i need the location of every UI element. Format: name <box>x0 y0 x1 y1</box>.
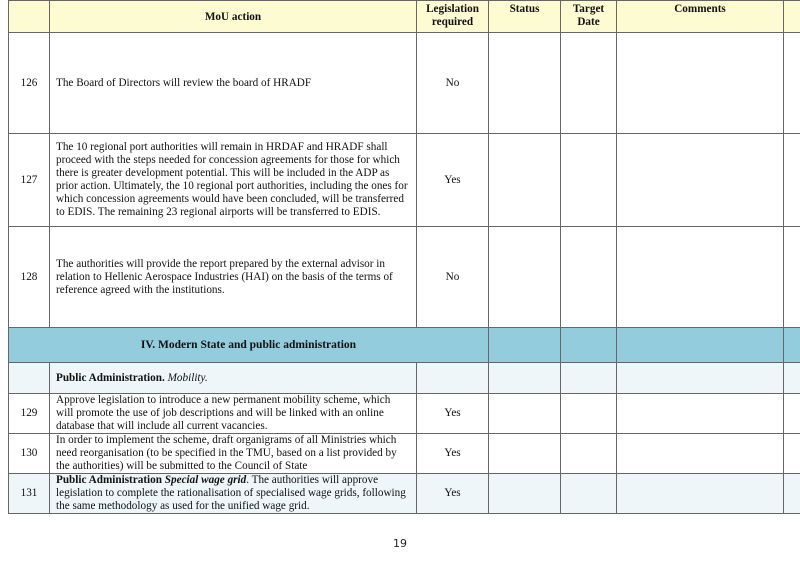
section-row <box>9 328 800 363</box>
row-target-date <box>561 474 617 514</box>
header-comments: Comments <box>617 1 784 33</box>
row-comments <box>617 134 784 227</box>
row-status <box>489 227 561 328</box>
row-number: 129 <box>9 394 50 434</box>
section-target-date <box>561 328 617 363</box>
row-status <box>489 474 561 514</box>
row-action: In order to implement the scheme, draft organigrams of all Ministries which need reorganisation (to be specified in the TMU, based on a list provided by the authorities) will be submitted to the Council of State <box>50 434 417 474</box>
header-legislation-required: Legislation required <box>417 1 489 33</box>
header-status: Status <box>489 1 561 33</box>
subsection-extra <box>784 363 800 394</box>
row-target-date <box>561 394 617 434</box>
row-extra <box>784 134 800 227</box>
subsection-status <box>489 363 561 394</box>
row-comments <box>617 474 784 514</box>
row-action-bold: Public Administration <box>56 474 162 486</box>
row-action-rest: . The authorities will approve legislation to complete the rationalisation of specialised wage grids, following the same methodology as used for the unified wage grid. <box>56 474 406 512</box>
table-row <box>9 227 800 328</box>
row-status <box>489 394 561 434</box>
table-row <box>9 434 800 474</box>
subsection-row <box>9 363 800 394</box>
subsection-comments <box>617 363 784 394</box>
subsection-target-date <box>561 363 617 394</box>
section-status <box>489 328 561 363</box>
row-comments <box>617 227 784 328</box>
header-extra <box>784 1 800 33</box>
row-status <box>489 134 561 227</box>
page-number: 19 <box>393 537 407 550</box>
row-action: The authorities will provide the report prepared by the external advisor in relation to Hellenic Aerospace Industries (HAI) on the basis of the terms of reference agreed with the institutions. <box>50 227 417 328</box>
row-target-date <box>561 434 617 474</box>
row-legislation: Yes <box>417 434 489 474</box>
row-extra <box>784 474 800 514</box>
section-title: IV. Modern State and public administration <box>9 328 489 363</box>
subsection-num <box>9 363 50 394</box>
row-number: 130 <box>9 434 50 474</box>
table-row <box>9 394 800 434</box>
subsection-legislation <box>417 363 489 394</box>
row-legislation: No <box>417 227 489 328</box>
section-extra <box>784 328 800 363</box>
row-number: 131 <box>9 474 50 514</box>
row-action: The Board of Directors will review the board of HRADF <box>50 33 417 134</box>
row-legislation: Yes <box>417 134 489 227</box>
row-extra <box>784 33 800 134</box>
row-target-date <box>561 33 617 134</box>
subsection-italic: Mobility. <box>167 371 208 384</box>
row-legislation: No <box>417 33 489 134</box>
header-mou-action: MoU action <box>50 1 417 33</box>
header-row <box>9 1 800 33</box>
row-target-date <box>561 227 617 328</box>
row-comments <box>617 394 784 434</box>
row-number: 128 <box>9 227 50 328</box>
table-row <box>9 134 800 227</box>
row-target-date <box>561 134 617 227</box>
mou-action-table <box>8 0 800 514</box>
row-action <box>50 474 417 514</box>
row-number: 127 <box>9 134 50 227</box>
header-target-date: Target Date <box>561 1 617 33</box>
row-action-italic: Special wage grid <box>164 474 247 486</box>
table-row <box>9 474 800 514</box>
row-extra <box>784 434 800 474</box>
subsection-title <box>50 363 417 394</box>
row-extra <box>784 227 800 328</box>
row-number: 126 <box>9 33 50 134</box>
subsection-bold: Public Administration. <box>56 371 165 384</box>
row-status <box>489 434 561 474</box>
row-legislation: Yes <box>417 474 489 514</box>
table-row <box>9 33 800 134</box>
row-action: The 10 regional port authorities will remain in HRDAF and HRADF shall proceed with the steps needed for concession agreements for those for which there is greater development potential. This will be included in the ADP as prior action. Ultimately, the 10 regional port authorities, including the ones for which concession agreements would have been concluded, will be transferred to EDIS. The remaining 23 regional airports will be transferred to EDIS. <box>50 134 417 227</box>
row-action: Approve legislation to introduce a new permanent mobility scheme, which will promote the use of job descriptions and will be linked with an online database that will include all current vacancies. <box>50 394 417 434</box>
header-num <box>9 1 50 33</box>
row-comments <box>617 434 784 474</box>
row-status <box>489 33 561 134</box>
section-comments <box>617 328 784 363</box>
row-comments <box>617 33 784 134</box>
row-extra <box>784 394 800 434</box>
row-legislation: Yes <box>417 394 489 434</box>
